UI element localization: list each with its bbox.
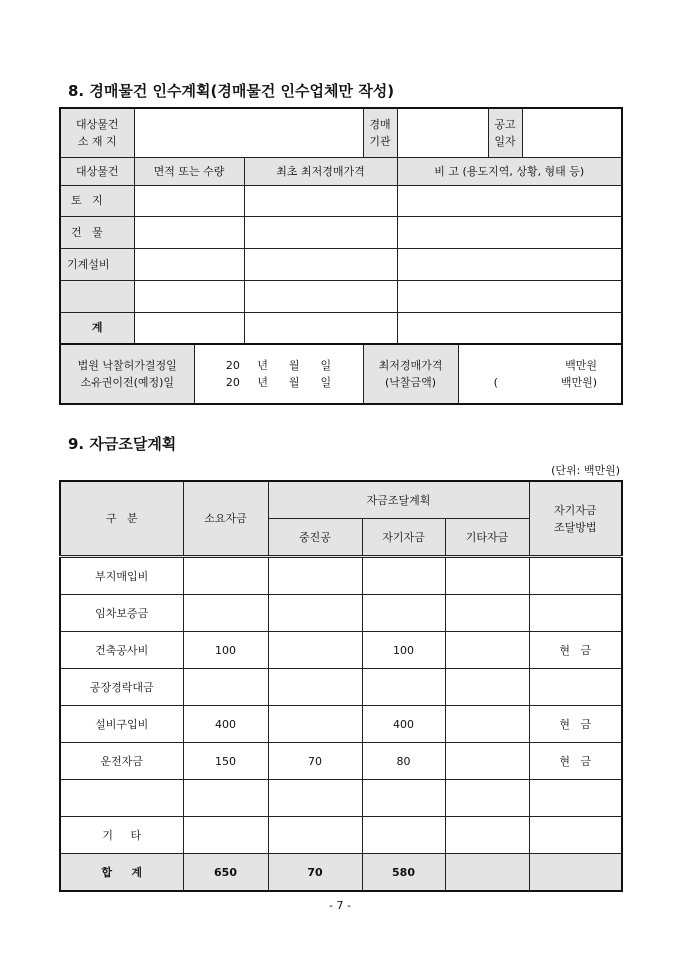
table-row xyxy=(60,743,622,780)
cell-other[interactable] xyxy=(445,743,529,780)
cell[interactable] xyxy=(134,185,244,216)
row-label-total: 계 xyxy=(60,312,134,344)
court-date-label: 법원 낙찰허가결정일 소유권이전(예정)일 xyxy=(60,344,194,404)
section-9-title: 9. 자금조달계획 xyxy=(68,435,177,453)
cell[interactable] xyxy=(134,312,244,344)
notice-date-label: 공고 일자 xyxy=(488,108,522,157)
location-input[interactable] xyxy=(134,108,363,157)
cell-other[interactable] xyxy=(445,557,529,595)
notice-date-input[interactable] xyxy=(522,108,622,157)
cell[interactable] xyxy=(244,216,397,248)
row-label: 설비구입비 xyxy=(60,706,183,743)
cell-own[interactable]: 400 xyxy=(362,706,445,743)
cell-other[interactable] xyxy=(445,706,529,743)
row-label: 공장경락대금 xyxy=(60,669,183,706)
auction-org-label: 경매 기관 xyxy=(363,108,397,157)
row-label-land: 토 지 xyxy=(60,185,134,216)
header-method: 자기자금 조달방법 xyxy=(529,481,622,557)
cell-own[interactable] xyxy=(362,557,445,595)
cell-req[interactable]: 400 xyxy=(183,706,268,743)
cell-kosme[interactable] xyxy=(268,780,362,817)
row-label: 합 계 xyxy=(60,854,183,892)
location-label: 대상물건 소 재 지 xyxy=(60,108,134,157)
header-plan: 자금조달계획 xyxy=(268,481,529,519)
table-row xyxy=(60,780,622,817)
cell[interactable] xyxy=(397,280,622,312)
cell-kosme[interactable] xyxy=(268,706,362,743)
cell-method[interactable] xyxy=(529,595,622,632)
cell[interactable] xyxy=(244,312,397,344)
cell-other[interactable] xyxy=(445,669,529,706)
cell[interactable] xyxy=(244,185,397,216)
cell-req[interactable]: 650 xyxy=(183,854,268,892)
cell-method[interactable] xyxy=(529,780,622,817)
cell[interactable] xyxy=(134,280,244,312)
cell-method[interactable]: 현 금 xyxy=(529,743,622,780)
header-remarks: 비 고 (용도지역, 상황, 형태 등) xyxy=(397,157,622,185)
cell-kosme[interactable] xyxy=(268,595,362,632)
row-label: 기 타 xyxy=(60,817,183,854)
cell-method[interactable] xyxy=(529,854,622,892)
cell-kosme[interactable]: 70 xyxy=(268,854,362,892)
cell-other[interactable] xyxy=(445,780,529,817)
min-price-label: 최저경매가격 (낙찰금액) xyxy=(363,344,458,404)
cell-req[interactable] xyxy=(183,595,268,632)
court-dates[interactable]: 20 년 월 일 20 년 월 일 xyxy=(194,344,363,404)
cell-own[interactable] xyxy=(362,780,445,817)
cell-req[interactable]: 150 xyxy=(183,743,268,780)
cell-kosme[interactable]: 70 xyxy=(268,743,362,780)
cell-req[interactable] xyxy=(183,669,268,706)
cell-req[interactable] xyxy=(183,817,268,854)
min-price-values[interactable]: 백만원 ( 백만원) xyxy=(458,344,622,404)
header-property: 대상물건 xyxy=(60,157,134,185)
header-category: 구 분 xyxy=(60,481,183,557)
cell[interactable] xyxy=(134,216,244,248)
cell[interactable] xyxy=(397,216,622,248)
row-label: 임차보증금 xyxy=(60,595,183,632)
row-label-machinery: 기계설비 xyxy=(60,248,134,280)
row-label xyxy=(60,780,183,817)
cell[interactable] xyxy=(397,312,622,344)
cell[interactable] xyxy=(397,185,622,216)
table-row xyxy=(60,632,622,669)
header-kosme: 중진공 xyxy=(268,519,362,557)
unit-label: (단위: 백만원) xyxy=(551,464,620,477)
cell-own[interactable] xyxy=(362,817,445,854)
cell-kosme[interactable] xyxy=(268,669,362,706)
cell[interactable] xyxy=(244,280,397,312)
cell-method[interactable]: 현 금 xyxy=(529,632,622,669)
row-label: 건축공사비 xyxy=(60,632,183,669)
header-required: 소요자금 xyxy=(183,481,268,557)
cell-other[interactable] xyxy=(445,854,529,892)
cell[interactable] xyxy=(134,248,244,280)
cell-other[interactable] xyxy=(445,595,529,632)
table-row xyxy=(60,817,622,854)
table-row xyxy=(60,706,622,743)
cell-other[interactable] xyxy=(445,632,529,669)
header-other: 기타자금 xyxy=(445,519,529,557)
row-label-blank xyxy=(60,280,134,312)
cell[interactable] xyxy=(397,248,622,280)
cell-kosme[interactable] xyxy=(268,557,362,595)
cell-method[interactable] xyxy=(529,669,622,706)
cell[interactable] xyxy=(244,248,397,280)
table-row xyxy=(60,854,622,892)
auction-acquisition-table xyxy=(59,107,623,405)
row-label-building: 건 물 xyxy=(60,216,134,248)
funding-plan-table xyxy=(59,480,623,892)
cell-kosme[interactable] xyxy=(268,817,362,854)
cell-own[interactable]: 80 xyxy=(362,743,445,780)
table-row xyxy=(60,595,622,632)
cell-method[interactable]: 현 금 xyxy=(529,706,622,743)
cell-own[interactable] xyxy=(362,669,445,706)
cell-own[interactable]: 100 xyxy=(362,632,445,669)
section-8-title: 8. 경매물건 인수계획(경매물건 인수업체만 작성) xyxy=(68,82,395,100)
header-own: 자기자금 xyxy=(362,519,445,557)
header-min-price: 최초 최저경매가격 xyxy=(244,157,397,185)
cell-method[interactable] xyxy=(529,817,622,854)
cell-req[interactable] xyxy=(183,780,268,817)
auction-org-input[interactable] xyxy=(397,108,488,157)
cell-method[interactable] xyxy=(529,557,622,595)
table-row xyxy=(60,557,622,595)
row-label: 운전자금 xyxy=(60,743,183,780)
row-label: 부지매입비 xyxy=(60,557,183,595)
header-area: 면적 또는 수량 xyxy=(134,157,244,185)
cell-own[interactable] xyxy=(362,595,445,632)
cell-other[interactable] xyxy=(445,817,529,854)
cell-req[interactable] xyxy=(183,557,268,595)
table-row xyxy=(60,669,622,706)
cell-kosme[interactable] xyxy=(268,632,362,669)
cell-own[interactable]: 580 xyxy=(362,854,445,892)
cell-req[interactable]: 100 xyxy=(183,632,268,669)
page-number: - 7 - xyxy=(329,899,351,912)
